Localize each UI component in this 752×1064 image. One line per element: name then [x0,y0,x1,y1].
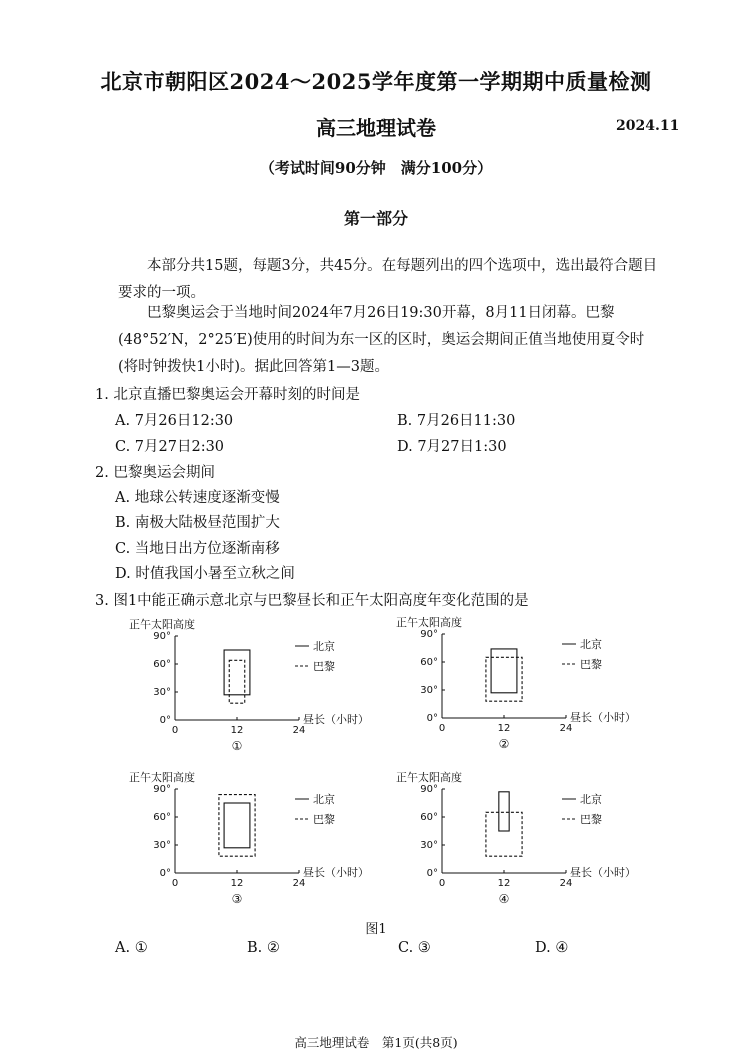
question-3-option-c[interactable]: C. ③ [398,940,431,956]
chart-3-y-tick-label-3: 90° [153,784,171,795]
figure-caption: 图1 [365,922,387,937]
question-2-option-c[interactable]: C. 当地日出方位逐渐南移 [115,541,280,557]
chart-3-x-tick-label-0: 0 [171,878,179,889]
chart-4-x-tick-label-1: 12 [497,878,511,889]
page-footer: 高三地理试卷 第1页(共8页) [294,1035,458,1050]
chart-2-y-tick-label-3: 90° [420,629,438,640]
chart-3-panel-label: ③ [231,892,243,906]
chart-4-y-label: 正午太阳高度 [396,771,462,784]
chart-1-paris-range-box [229,660,245,703]
chart-2-x-label: 昼长（小时） [570,711,636,724]
chart-1-panel-label: ① [231,739,243,753]
chart-1-y-tick-label-0: 0° [159,715,171,726]
question-1-option-a[interactable]: A. 7月26日12:30 [115,413,234,429]
exam-title: 北京市朝阳区2024～2025学年度第一学期期中质量检测 [100,69,652,94]
question-1-stem: 1. 北京直播巴黎奥运会开幕时刻的时间是 [95,387,360,403]
question-3-option-d[interactable]: D. ④ [535,940,569,956]
chart-2-y-label: 正午太阳高度 [396,616,462,629]
chart-2-y-tick-label-2: 60° [420,657,438,668]
chart-4-y-tick-label-1: 30° [420,840,438,851]
chart-1-x-tick-label-0: 0 [171,725,179,736]
chart-1-y-label: 正午太阳高度 [129,618,195,631]
chart-4-x-tick-label-2: 24 [559,878,573,889]
chart-2-legend-paris-label: 巴黎 [580,658,602,671]
chart-3-y-label: 正午太阳高度 [129,771,195,784]
question-1-option-d[interactable]: D. 7月27日1:30 [397,439,507,455]
question-2-stem: 2. 巴黎奥运会期间 [95,465,215,481]
question-1-option-b[interactable]: B. 7月26日11:30 [397,413,516,429]
chart-1-x-tick-label-2: 24 [292,725,306,736]
chart-3-x-tick-label-1: 12 [230,878,244,889]
chart-4-x-tick-label-0: 0 [438,878,446,889]
chart-4-beijing-range-box [499,792,509,831]
exam-date: 2024.11 [616,118,680,134]
chart-4-paris-range-box [486,812,522,856]
exam-info: （考试时间90分钟 满分100分） [259,159,493,177]
chart-2-beijing-range-box [491,649,517,693]
chart-4-legend-paris-label: 巴黎 [580,813,602,826]
question-3-option-a[interactable]: A. ① [115,940,148,956]
chart-4-panel-label: ④ [498,892,510,906]
figure-1-svg [120,610,660,910]
chart-4-legend-beijing-label: 北京 [580,793,602,806]
chart-3-legend-paris-label: 巴黎 [313,813,335,826]
chart-2-x-tick-label-0: 0 [438,723,446,734]
chart-1-y-tick-label-2: 60° [153,659,171,670]
chart-2-panel-label: ② [498,737,510,751]
chart-3-x-label: 昼长（小时） [303,866,369,879]
chart-2-legend-beijing-label: 北京 [580,638,602,651]
chart-2-y-tick-label-0: 0° [426,713,438,724]
chart-4-x-label: 昼长（小时） [570,866,636,879]
chart-3-legend-beijing-label: 北京 [313,793,335,806]
chart-1-y-tick-label-1: 30° [153,687,171,698]
part-instructions: 本部分共15题，每题3分，共45分。在每题列出的四个选项中，选出最符合题目要求的一项。 [118,258,658,301]
chart-3-beijing-range-box [224,803,250,848]
chart-1-y-tick-label-3: 90° [153,631,171,642]
question-2-option-a[interactable]: A. 地球公转速度逐渐变慢 [115,490,280,506]
chart-3-y-tick-label-1: 30° [153,840,171,851]
question-2-option-d[interactable]: D. 时值我国小暑至立秋之间 [115,566,295,582]
chart-1-legend-beijing-label: 北京 [313,640,335,653]
part-title: 第一部分 [343,209,408,228]
chart-1-x-label: 昼长（小时） [303,713,369,726]
question-context: 巴黎奥运会于当地时间2024年7月26日19:30开幕，8月11日闭幕。巴黎(48°52′N，2°25′E)使用的时间为东一区的区时，奥运会期间正值当地使用夏令时(将时钟拨快1小时)。据此回答第1—3题。 [118,305,645,375]
chart-3-y-tick-label-2: 60° [153,812,171,823]
chart-1-legend-paris-label: 巴黎 [313,660,335,673]
question-2-option-b[interactable]: B. 南极大陆极昼范围扩大 [115,515,280,531]
question-3-option-b[interactable]: B. ② [247,940,280,956]
figure-1 [120,610,660,910]
chart-1-beijing-range-box [224,650,250,695]
chart-3-y-tick-label-0: 0° [159,868,171,879]
chart-1-x-tick-label-1: 12 [230,725,244,736]
chart-4-y-tick-label-3: 90° [420,784,438,795]
exam-subtitle: 高三地理试卷 [316,116,436,140]
chart-2-y-tick-label-1: 30° [420,685,438,696]
chart-4-y-tick-label-0: 0° [426,868,438,879]
chart-4-y-tick-label-2: 60° [420,812,438,823]
chart-2-x-tick-label-2: 24 [559,723,573,734]
chart-2-x-tick-label-1: 12 [497,723,511,734]
question-1-option-c[interactable]: C. 7月27日2:30 [115,439,225,455]
question-3-stem: 3. 图1中能正确示意北京与巴黎昼长和正午太阳高度年变化范围的是 [95,593,529,609]
chart-3-x-tick-label-2: 24 [292,878,306,889]
